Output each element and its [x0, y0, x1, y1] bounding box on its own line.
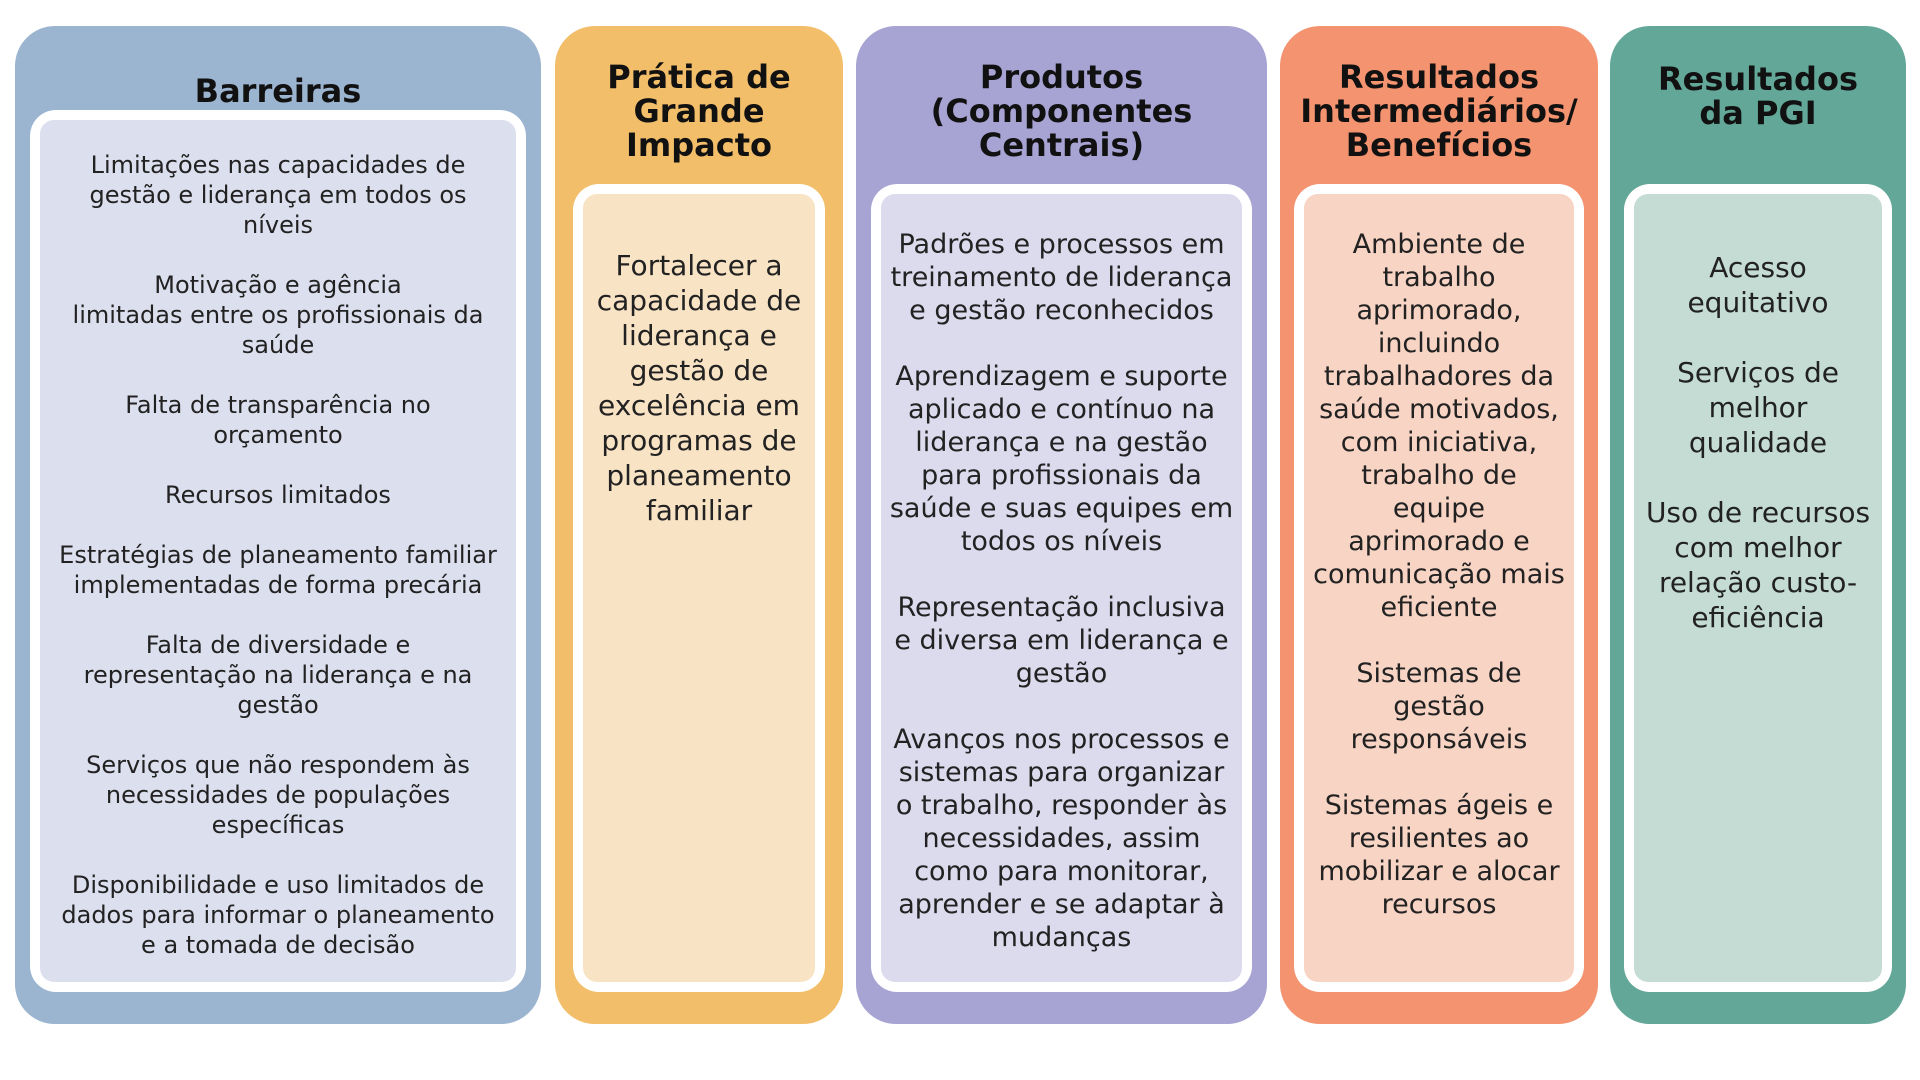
- card-content: [881, 194, 1242, 982]
- list-item: Estratégias de planeamento familiar implementadas de forma precária: [59, 541, 497, 599]
- column-barreiras: [15, 26, 541, 1024]
- list-item: Limitações nas capacidades de gestão e liderança em todos os níveis: [89, 151, 467, 239]
- column-title: Prática de Grande Impacto: [607, 58, 791, 164]
- list-item: Uso de recursos com melhor relação custo- eficiência: [1645, 496, 1871, 634]
- list-item: Avanços nos processos e sistemas para organizar o trabalho, responder às necessidades, assim como para monitorar, aprender e se adaptar à mudanças: [893, 724, 1230, 953]
- list-item: Acesso equitativo: [1687, 251, 1829, 319]
- card: [30, 110, 526, 992]
- column-resultados-intermediarios: [1280, 26, 1598, 1024]
- list-item: Sistemas de gestão responsáveis: [1350, 658, 1528, 755]
- list-item: Representação inclusiva e diversa em liderança e gestão: [894, 592, 1229, 689]
- list-item: Serviços que não respondem às necessidades de populações específicas: [86, 751, 470, 839]
- card-content: [1304, 194, 1574, 982]
- list-item: Ambiente de trabalho aprimorado, incluindo trabalhadores da saúde motivados, com iniciativa, trabalho de equipe aprimorado e comunicação mais eficiente: [1313, 229, 1565, 623]
- list-item: Aprendizagem e suporte aplicado e contínuo na liderança e na gestão para profissionais da saúde e suas equipes em todos os níveis: [889, 361, 1234, 557]
- column-pratica: [555, 26, 843, 1024]
- list-item: Recursos limitados: [165, 481, 391, 509]
- list-item: Sistemas ágeis e resilientes ao mobilizar e alocar recursos: [1318, 790, 1560, 920]
- column-title: Barreiras: [194, 72, 362, 110]
- list-item: Disponibilidade e uso limitados de dados para informar o planeamento e a tomada de decisão: [61, 871, 495, 959]
- list-item: Serviços de melhor qualidade: [1677, 356, 1839, 459]
- card: [573, 184, 825, 992]
- list-item: Padrões e processos em treinamento de liderança e gestão reconhecidos: [890, 229, 1233, 326]
- column-resultados-pgi: [1610, 26, 1906, 1024]
- column-title: Resultados Intermediários/ Benefícios: [1300, 58, 1578, 164]
- list-item: Falta de transparência no orçamento: [125, 391, 431, 449]
- card: [871, 184, 1252, 992]
- card-content: [40, 120, 516, 982]
- card-content: [583, 194, 815, 982]
- column-produtos: [856, 26, 1267, 1024]
- card: [1624, 184, 1892, 992]
- list-item: Motivação e agência limitadas entre os profissionais da saúde: [72, 271, 484, 359]
- column-title: Produtos (Componentes Centrais): [930, 58, 1193, 164]
- card: [1294, 184, 1584, 992]
- list-item: Fortalecer a capacidade de liderança e gestão de excelência em programas de planeamento familiar: [596, 249, 802, 527]
- column-title: Resultados da PGI: [1658, 60, 1858, 132]
- card-content: [1634, 194, 1882, 982]
- list-item: Falta de diversidade e representação na liderança e na gestão: [83, 631, 473, 719]
